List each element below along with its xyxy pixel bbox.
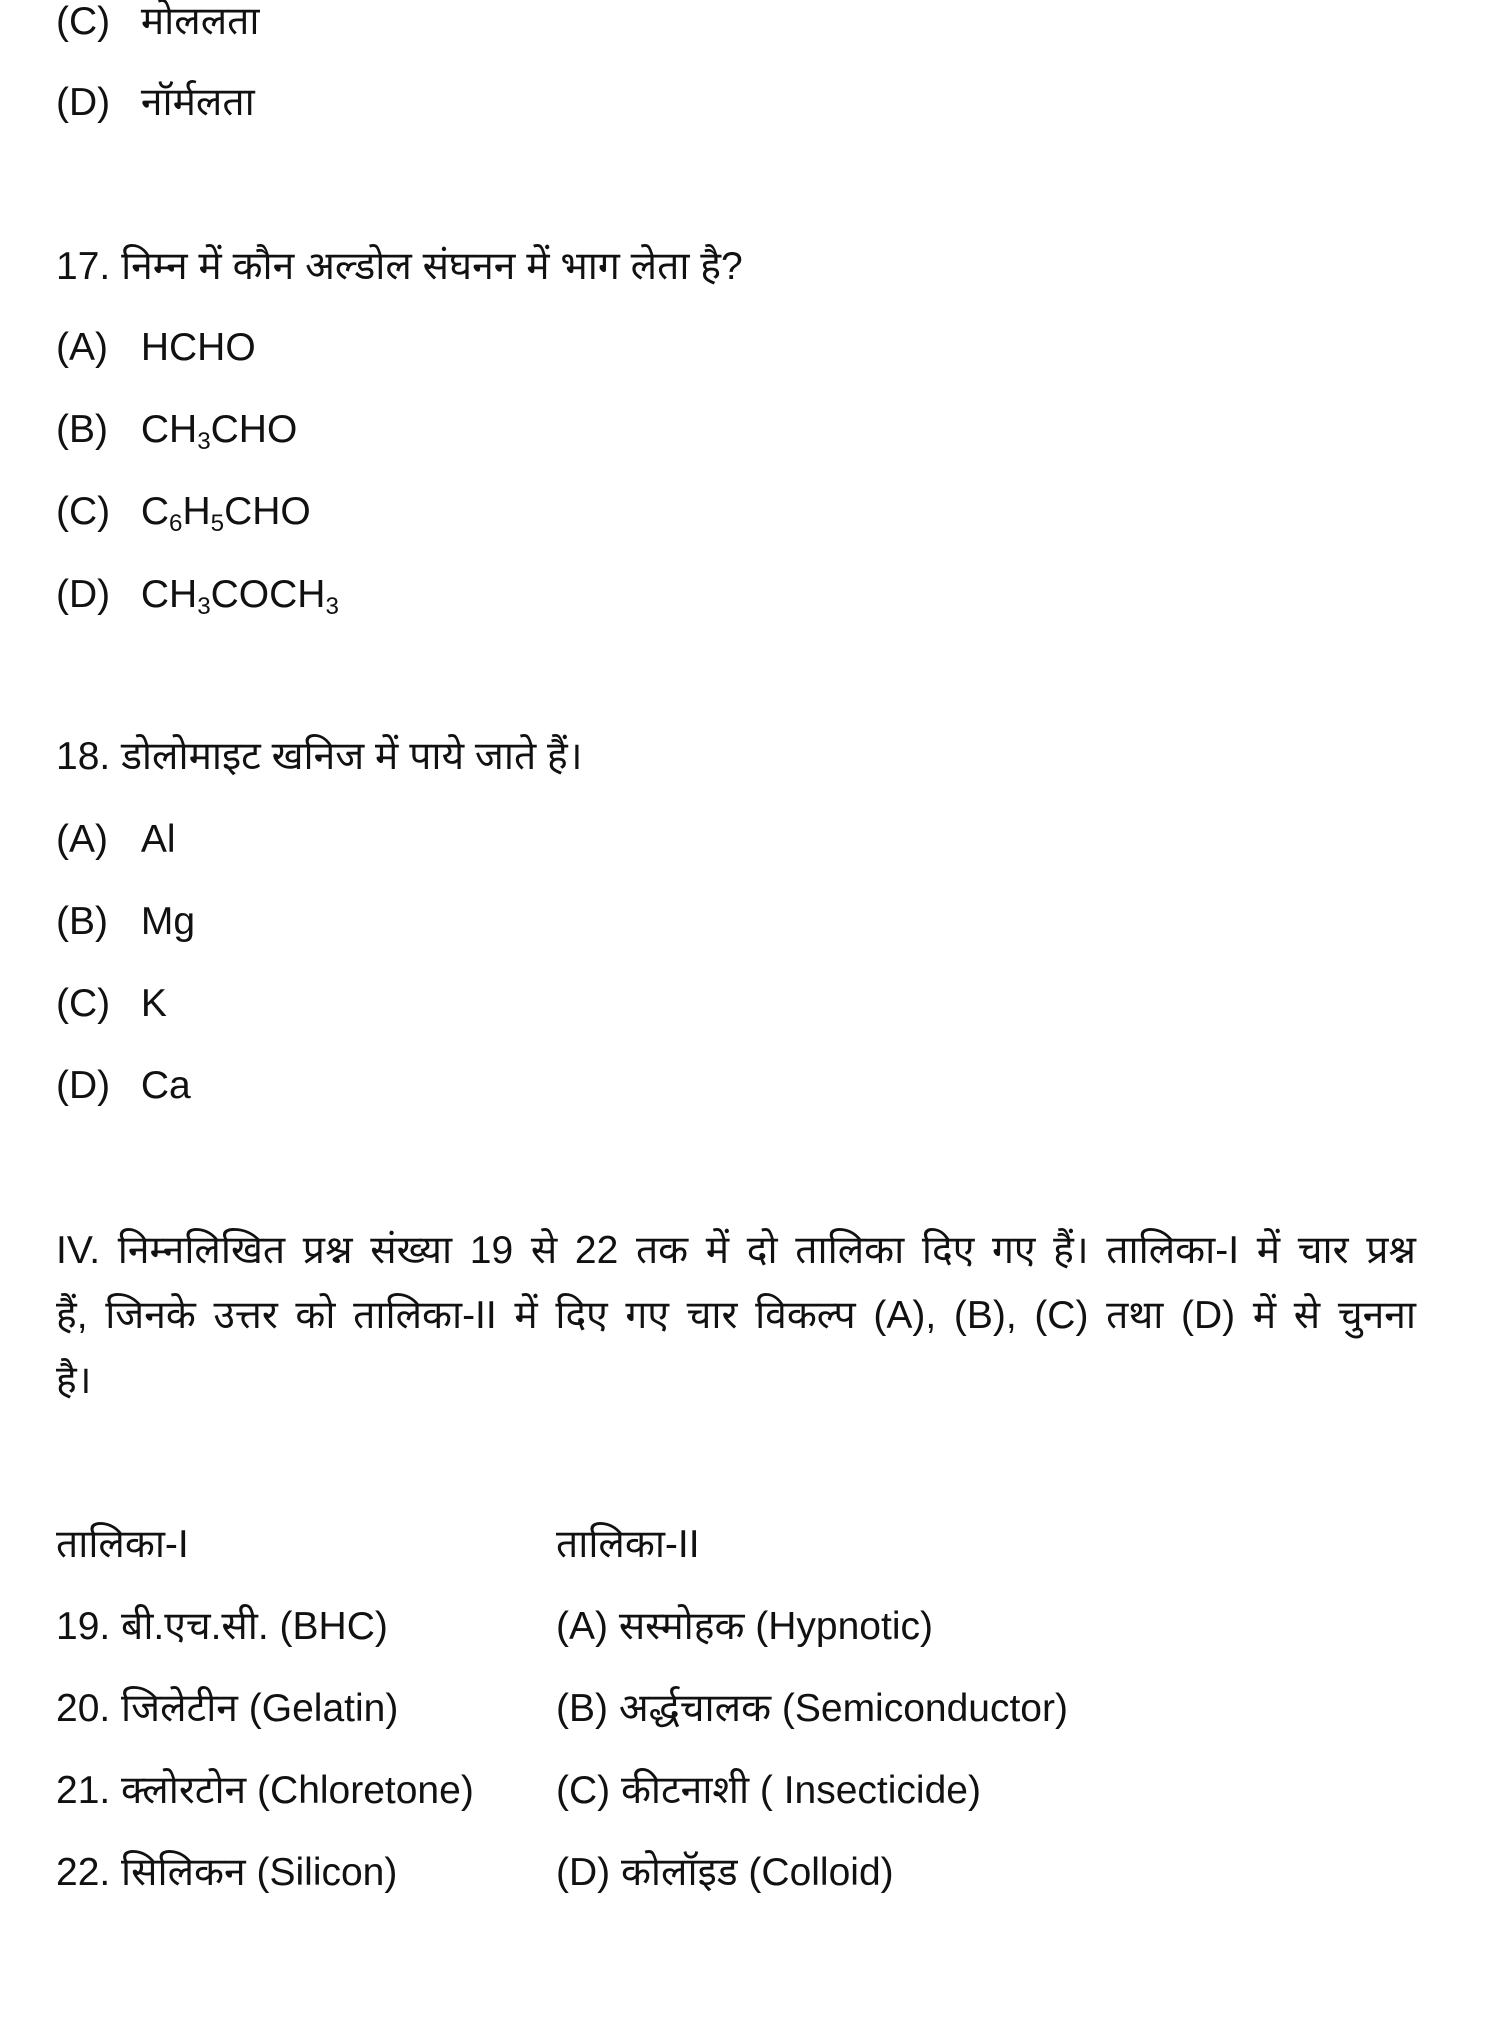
q18-option-d [56, 1062, 191, 1110]
table-2-header: तालिका-II [556, 1523, 700, 1566]
option-text: Al [140, 818, 176, 861]
table-2-item-c: (C) कीटनाशी ( Insecticide) [556, 1769, 981, 1812]
option-label: (C) [56, 982, 111, 1025]
q17-option-c [56, 488, 311, 536]
option-label: (A) [56, 818, 108, 861]
question-text: निम्न में कौन अल्डोल संघनन में भाग लेता है? [121, 245, 743, 288]
option-label: (C) [56, 0, 111, 43]
q17-option-b [56, 406, 297, 454]
q17-option-a [56, 324, 256, 372]
q18-option-b [56, 898, 195, 946]
option-label: (D) [56, 1064, 111, 1107]
section-heading: IV. [56, 1229, 101, 1272]
option-text: K [140, 982, 167, 1025]
option-label: (D) [56, 573, 111, 616]
question-number: 18. [56, 735, 111, 778]
option-label: (D) [56, 81, 111, 124]
question-text: डोलोमाइट खनिज में पाये जाते हैं। [121, 735, 583, 778]
table-1-item-21: 21. क्लोरटोन (Chloretone) [56, 1769, 474, 1812]
section-iv-instruction [56, 1218, 1416, 1413]
q16-option-d [56, 79, 255, 127]
option-text: Mg [140, 900, 196, 943]
option-text: नॉर्मलता [140, 81, 255, 124]
instruction-text: निम्नलिखित प्रश्न संख्या 19 से 22 तक में दो तालिका दिए गए हैं। तालिका-I में चार प्रश्न हैं, जिनके उत्तर को तालिका-II में दिए गए चार विकल्प (A), (B), (C) तथा (D) में से चुनना है। [56, 1229, 1416, 1402]
option-text: Ca [140, 1064, 191, 1107]
table-1-item-20: 20. जिलेटीन (Gelatin) [56, 1687, 399, 1730]
table-2-item-a: (A) सस्मोहक (Hypnotic) [556, 1605, 933, 1648]
option-label: (A) [56, 326, 108, 369]
q18-question [56, 733, 583, 781]
q18-option-c [56, 980, 167, 1028]
option-text: मोललता [140, 0, 260, 43]
table-2-item-d: (D) कोलॉइड (Colloid) [556, 1851, 894, 1894]
option-label: (C) [56, 490, 111, 533]
table-2-item-b: (B) अर्द्धचालक (Semiconductor) [556, 1687, 1068, 1730]
formula: $C_6H_5CHO$ [140, 490, 311, 537]
q16-option-c [56, 0, 259, 46]
table-1-item-19: 19. बी.एच.सी. (BHC) [56, 1605, 388, 1648]
option-label: (B) [56, 408, 108, 451]
q17-option-d [56, 571, 339, 619]
option-text: HCHO [140, 326, 256, 369]
option-label: (B) [56, 900, 108, 943]
question-number: 17. [56, 245, 111, 288]
q18-option-a [56, 816, 176, 864]
formula: $CH_3COCH_3$ [140, 573, 339, 620]
table-1-header: तालिका-I [56, 1523, 189, 1566]
formula: $CH_3CHO$ [140, 408, 298, 455]
table-1-item-22: 22. सिलिकन (Silicon) [56, 1851, 398, 1894]
q17-question [56, 243, 743, 291]
